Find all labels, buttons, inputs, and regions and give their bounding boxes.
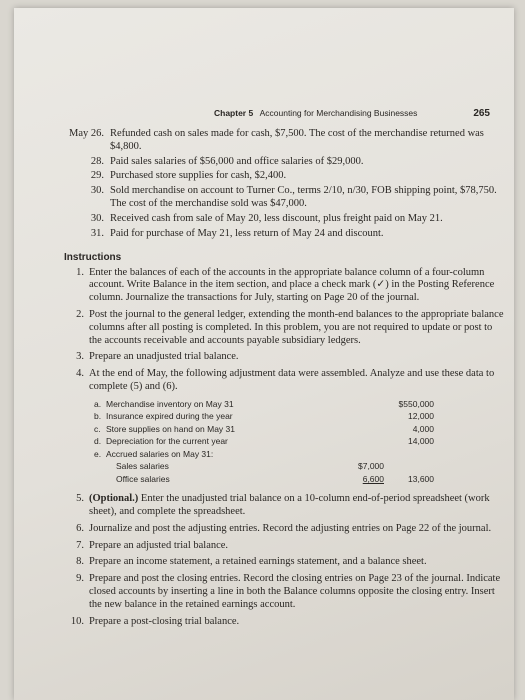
adjustment-row — [94, 410, 434, 423]
transaction-date: 29. — [90, 170, 104, 182]
instruction-steps-continued — [64, 493, 504, 628]
step-bold-lead: (Optional.) — [89, 493, 139, 505]
chapter-label: Chapter 5 — [214, 108, 254, 118]
transaction-text: Refunded cash on sales made for cash, $7,500. The cost of the merchandise returned was $4,800. — [110, 128, 484, 152]
instruction-step — [64, 309, 504, 347]
step-number: 3. — [76, 351, 84, 363]
transaction-text: Sold merchandise on account to Turner Co., terms 2/10, n/30, FOB shipping point, $78,750. The cost of the merchandise sold was $47,000. — [110, 185, 497, 209]
transaction-text: Paid for purchase of May 21, less return of May 24 and discount. — [110, 227, 384, 239]
transaction-date: 28. — [90, 155, 104, 167]
step-text: Enter the balances of each of the accounts in the appropriate balance column of a four-column account. Write Balance in the item section, and place a check mark (✓) in the Posting Reference column. Journalize the transactions for July, starting on Page 20 of the journal. — [89, 266, 495, 304]
adjustment-row — [94, 435, 434, 448]
step-text: Prepare an adjusted trial balance. — [89, 539, 229, 551]
instruction-step — [64, 540, 504, 553]
transaction-text: Paid sales salaries of $56,000 and office salaries of $29,000. — [110, 155, 364, 167]
adjustment-amount: 14,000 — [408, 436, 434, 447]
adjustment-letter: a. — [94, 398, 102, 409]
step-text: Post the journal to the general ledger, extending the month-end balances to the appropriate balance columns after all posting is completed. In this problem, you are not required to update or post to the accounts receivable and accounts payable subsidiary ledgers. — [89, 308, 504, 346]
instruction-step — [64, 616, 504, 629]
step-number: 1. — [76, 266, 84, 278]
transaction-date: 30. — [90, 185, 104, 197]
adjustment-description: Depreciation for the current year — [106, 436, 228, 447]
step-text: Prepare an income statement, a retained earnings statement, and a balance sheet. — [89, 556, 427, 568]
transaction-entry — [64, 170, 504, 183]
instruction-step — [64, 573, 504, 611]
step-number: 8. — [76, 556, 84, 568]
accrued-salary-row — [94, 460, 434, 473]
transaction-date: May 26. — [69, 128, 104, 139]
instruction-step — [64, 267, 504, 305]
adjustment-description: Insurance expired during the year — [106, 411, 233, 422]
accrued-salary-description: Office salaries — [116, 473, 170, 484]
accrued-salary-row — [94, 473, 434, 486]
transaction-entry — [64, 156, 504, 169]
book-page — [14, 8, 514, 700]
step-text: Prepare an unadjusted trial balance. — [89, 351, 239, 363]
page-header — [214, 108, 490, 118]
step-number: 5. — [76, 493, 84, 505]
adjustment-letter: e. — [94, 448, 102, 459]
transaction-entry — [64, 128, 504, 154]
accrued-salary-amount: 6,600 — [362, 473, 384, 484]
adjustment-amount: 4,000 — [412, 423, 434, 434]
page-number: 265 — [473, 108, 490, 119]
step-text: At the end of May, the following adjustment data were assembled. Analyze and use these data to complete (5) and (6). — [89, 368, 495, 392]
transaction-text: Purchased store supplies for cash, $2,400. — [110, 170, 287, 182]
accrued-salary-amount: $7,000 — [358, 461, 384, 472]
adjustment-row — [94, 448, 434, 461]
transaction-entry — [64, 213, 504, 226]
accrued-salary-total: 13,600 — [408, 473, 434, 484]
adjustment-description: Store supplies on hand on May 31 — [106, 423, 236, 434]
step-text: Prepare and post the closing entries. Record the closing entries on Page 23 of the journal. Indicate closed accounts by inserting a line in both the Balance columns opposite the closing entry. Insert the new balance in the retained earnings account. — [89, 573, 501, 610]
step-number: 4. — [76, 368, 84, 380]
instruction-step — [64, 351, 504, 364]
instruction-step — [64, 523, 504, 536]
instruction-step — [64, 493, 504, 519]
instruction-steps — [64, 267, 504, 394]
step-number: 2. — [76, 308, 84, 320]
adjustment-data-table — [94, 398, 434, 486]
step-text: (Optional.) Enter the unadjusted trial balance on a 10-column end-of-period spreadsheet (work sheet), and complete the spreadsheet. — [89, 493, 490, 518]
step-text: Prepare a post-closing trial balance. — [89, 615, 240, 627]
transaction-list — [64, 128, 504, 240]
step-number: 10. — [70, 615, 84, 627]
adjustment-row — [94, 423, 434, 436]
step-number: 7. — [76, 539, 84, 551]
transaction-date: 30. — [90, 212, 104, 224]
instruction-step — [64, 368, 504, 394]
step-number: 6. — [76, 522, 84, 534]
adjustment-amount: $550,000 — [398, 398, 434, 409]
step-number: 9. — [76, 573, 84, 585]
transaction-entry — [64, 228, 504, 241]
chapter-title: Accounting for Merchandising Businesses — [259, 108, 418, 118]
adjustment-letter: d. — [94, 436, 102, 447]
adjustment-description: Merchandise inventory on May 31 — [106, 398, 234, 409]
step-text: Journalize and post the adjusting entries. Record the adjusting entries on Page 22 of the journal. — [89, 522, 492, 534]
transaction-text: Received cash from sale of May 20, less discount, plus freight paid on May 21. — [110, 212, 443, 224]
page-content — [64, 128, 504, 632]
adjustment-amount: 12,000 — [408, 411, 434, 422]
transaction-date: 31. — [90, 227, 104, 239]
adjustment-letter: c. — [94, 423, 101, 434]
adjustment-row — [94, 398, 434, 411]
instructions-heading: Instructions — [64, 252, 122, 264]
adjustment-letter: b. — [94, 411, 102, 422]
accrued-salary-description: Sales salaries — [116, 461, 169, 472]
instruction-step — [64, 556, 504, 569]
adjustment-description: Accrued salaries on May 31: — [106, 448, 214, 459]
transaction-entry — [64, 185, 504, 211]
